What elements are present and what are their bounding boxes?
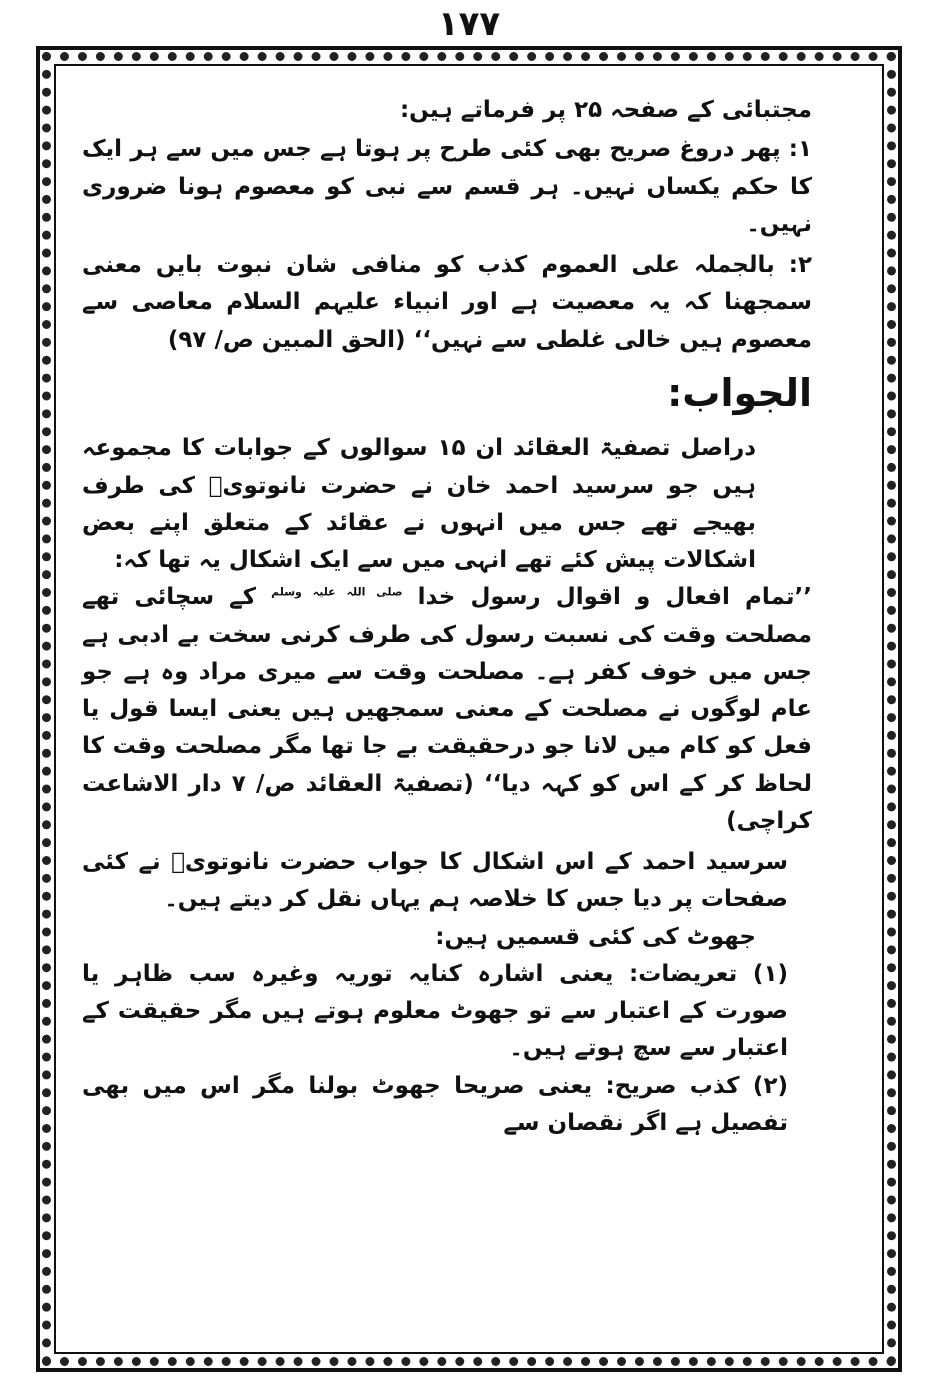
types-intro: جھوٹ کی کئی قسمیں ہیں: <box>435 923 756 950</box>
summary-paragraph: سرسید احمد کے اس اشکال کا جواب حضرت نانوتویؒ نے کئی صفحات پر دیا جس کا خلاصہ ہم یہاں نقل کر دیتے ہیں۔ <box>82 849 788 913</box>
type-1: (۱) تعریضات: یعنی اشارہ کنایہ توریہ وغیرہ سب ظاہر یا صورت کے اعتبار سے تو جھوٹ معلوم ہوتے ہیں مگر حقیقت کے اعتبار سے سچ ہوتے ہیں۔ <box>82 960 788 1062</box>
intro-line: مجتبائی کے صفحہ ۲۵ پر فرماتے ہیں: <box>399 97 812 123</box>
honorific-symbol: صلی اللہ علیہ وسلم <box>271 585 403 599</box>
quote-paragraph <box>82 579 812 840</box>
type-2: (۲) کذب صریح: یعنی صریحا جھوٹ بولنا مگر اس میں بھی تفصیل ہے اگر نقصان سے <box>82 1072 788 1136</box>
page-number: ۱۷۷ <box>437 4 501 44</box>
page-body <box>82 92 812 1142</box>
answer-paragraph: دراصل تصفیۃ العقائد ان ۱۵ سوالوں کے جوابات کا مجموعہ ہیں جو سرسید احمد خان نے حضرت نانوتویؒ کی طرف بھیجے تھے جس میں انہوں نے عقائد کے متعلق اپنے بعض اشکالات پیش کئے تھے انہی میں سے ایک اشکال یہ تھا کہ: <box>82 435 757 574</box>
quote-end: کے سچائی تھے مصلحت وقت کی نسبت رسول کی طرف کرنی سخت بے ادبی ہے جس میں خوف کفر ہے۔ مصلحت وقت سے میری مراد وہ ہے جو عام لوگوں نے مصلحت کے معنی سمجھیں ہیں یعنی ایسا قول یا فعل کو کام میں لانا جو درحقیقت بے جا تھا مگر مصلحت وقت کا لحاظ کر کے اس کو کہہ دیا‘‘ (تصفیۃ العقائد ص/ ۷ دار الاشاعت کراچی) <box>82 584 812 834</box>
point-1: ۱: پھر دروغ صریح بھی کئی طرح پر ہوتا ہے جس میں سے ہر ایک کا حکم یکساں نہیں۔ ہر قسم سے نبی کو معصوم ہونا ضروری نہیں۔ <box>82 136 812 237</box>
section-heading: الجواب: <box>667 370 812 415</box>
quote-start: ’’تمام افعال و اقوال رسول خدا <box>402 584 812 611</box>
point-2: ۲: بالجملہ علی العموم کذب کو منافی شان نبوت بایں معنی سمجھنا کہ یہ معصیت ہے اور انبیاء علیہم السلام معاصی سے معصوم ہیں خالی غلطی سے نہیں‘‘ (الحق المبین ص/ ۹۷) <box>82 252 812 353</box>
